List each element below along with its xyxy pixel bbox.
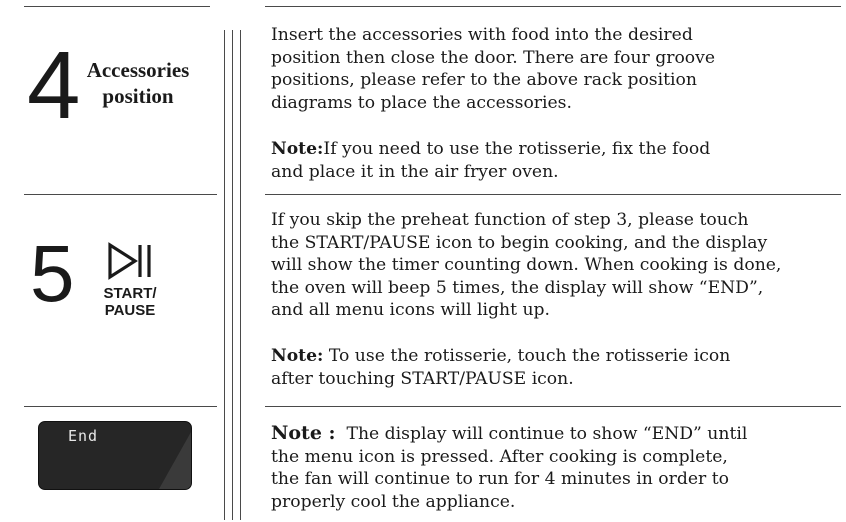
step-5-line-4: the oven will beep 5 times, the display will show “END”, [271, 277, 764, 298]
step-4-note-label: Note: [271, 139, 324, 159]
end-note-line-1 [271, 422, 846, 446]
end-note-line-4: properly cool the appliance. [271, 491, 516, 512]
step-4-title-line1: Accessories [86, 58, 190, 82]
play-pause-icon [107, 242, 153, 280]
column-divider-3 [240, 30, 241, 520]
end-display-panel [38, 421, 192, 490]
step-4-number: 4 [27, 32, 81, 139]
step-5-note-label: Note: [271, 346, 324, 366]
end-note [271, 422, 846, 513]
start-pause-label-line2: PAUSE [104, 302, 156, 319]
end-note-text-1: The display will continue to show “END” until [335, 424, 748, 444]
step-4-title-line2: position [102, 84, 174, 108]
step-5-line-1: If you skip the preheat function of step 3, please touch [271, 210, 749, 230]
rule-step4-bottom-right [265, 194, 841, 195]
step-4-line-2: position then close the door. There are four groove [271, 47, 716, 68]
end-note-label: Note : [271, 422, 336, 444]
column-divider-1 [224, 30, 225, 520]
step-5-line-5: and all menu icons will light up. [271, 300, 551, 320]
step-5-note-text-1: To use the rotisserie, touch the rotisserie icon [323, 346, 731, 366]
step-4-note-line-2: and place it in the air fryer oven. [271, 161, 559, 182]
rule-step4-bottom [24, 194, 217, 195]
start-pause-label [96, 285, 164, 319]
step-5-note-line-1 [271, 345, 846, 368]
step-4-note-line-1 [271, 138, 846, 161]
step-5-line-2: the START/PAUSE icon to begin cooking, and the display [271, 232, 768, 253]
top-rule-left [24, 6, 210, 7]
step-5-line-3: will show the timer counting down. When cooking is done, [271, 255, 782, 275]
start-pause-label-line1: START/ [103, 285, 157, 302]
step-5-instructions [271, 209, 846, 322]
end-note-line-3: the fan will continue to run for 4 minutes in order to [271, 469, 729, 489]
rule-step5-bottom-right [265, 406, 841, 407]
step-4-instructions [271, 24, 846, 114]
display-end-text: End [68, 427, 99, 445]
column-divider-2 [232, 30, 233, 520]
step-4-note [271, 138, 846, 183]
step-5-note-line-2: after touching START/PAUSE icon. [271, 368, 574, 389]
display-glare [39, 422, 191, 489]
step-5-number: 5 [30, 229, 75, 318]
step-5-note [271, 345, 846, 390]
rule-step5-bottom [24, 406, 217, 407]
step-4-line-4: diagrams to place the accessories. [271, 92, 572, 113]
step-4-title [82, 57, 194, 109]
step-4-note-text-1: If you need to use the rotisserie, fix the food [323, 139, 711, 159]
end-note-line-2: the menu icon is pressed. After cooking is complete, [271, 446, 728, 467]
step-4-line-3: positions, please refer to the above rack position [271, 70, 697, 90]
top-rule-right [265, 6, 841, 7]
step-4-line-1: Insert the accessories with food into the desired [271, 25, 693, 45]
